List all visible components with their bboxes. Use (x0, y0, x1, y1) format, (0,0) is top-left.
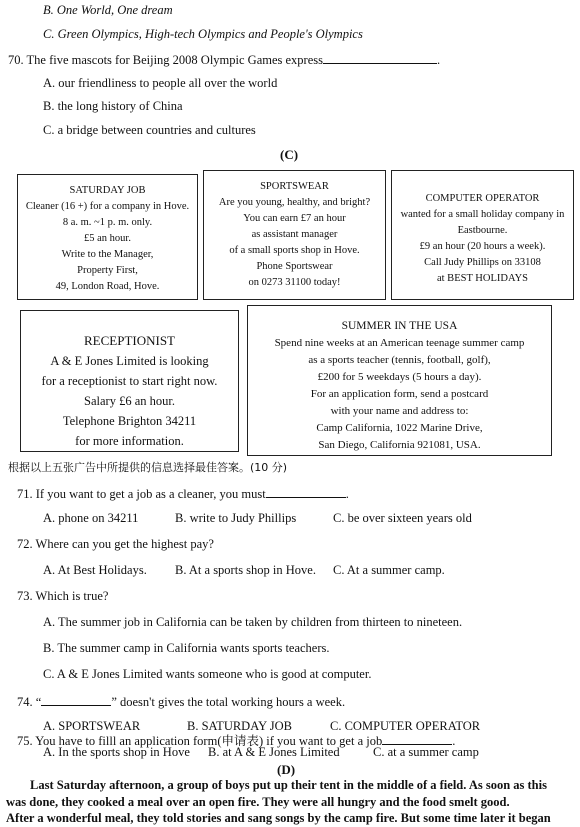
q74-stem-close: ” doesn't gives the total working hours a week. (111, 695, 346, 709)
ad-line: for more information. (75, 434, 184, 448)
ad-line: A & E Jones Limited is looking (50, 354, 209, 368)
ad-line: £200 for 5 weekdays (5 hours a day). (317, 371, 482, 383)
ad-line: as a sports teacher (tennis, football, golf), (308, 354, 491, 366)
q72-stem: 72. Where can you get the highest pay? (17, 537, 214, 551)
ad-line: Property First, (77, 265, 138, 276)
q75-option-c: C. at a summer camp (373, 745, 479, 759)
ad-line: 49, London Road, Hove. (55, 281, 160, 292)
instruction-text: 根据以上五张广告中所提供的信息选择最佳答案。(10 分) (8, 461, 288, 474)
ad-line: with your name and address to: (330, 405, 469, 417)
q72-option-b: B. At a sports shop in Hove. (175, 563, 316, 577)
ad-line: as assistant manager (251, 229, 338, 240)
q70-option-b: B. the long history of China (43, 99, 183, 113)
q71-stem-text: 71. If you want to get a job as a cleaner, you must (17, 487, 266, 501)
ad-line: Telephone Brighton 34211 (62, 414, 197, 428)
ad-line: £9 an hour (20 hours a week). (419, 241, 546, 252)
q71-answer-blank[interactable] (266, 485, 346, 498)
section-c-title: (C) (280, 147, 299, 162)
ad-sportswear-title: SPORTSWEAR (260, 181, 329, 192)
ad-saturday-job (17, 174, 198, 300)
ad-line: on 0273 31100 today! (248, 277, 341, 288)
q70-stem-text: 70. The five mascots for Beijing 2008 Olympic Games express (8, 53, 323, 67)
passage-line: Last Saturday afternoon, a group of boys put up their tent in the middle of a field. As soon as this (30, 778, 547, 792)
ad-line: Cleaner (16 +) for a company in Hove. (25, 201, 190, 212)
ad-receptionist-title: RECEPTIONIST (84, 333, 175, 348)
ad-line: Phone Sportswear (256, 261, 333, 272)
q74-option-c: C. COMPUTER OPERATOR (330, 719, 481, 733)
q73-option-c: C. A & E Jones Limited wants someone who is good at computer. (43, 667, 372, 681)
ad-line: Are you young, healthy, and bright? (218, 197, 371, 208)
section-d-title: (D) (277, 762, 296, 777)
q75-stem-tail: . (452, 734, 456, 748)
q75-answer-blank[interactable] (382, 732, 452, 745)
ad-line: Camp California, 1022 Marine Drive, (316, 422, 483, 434)
ad-sportswear (203, 170, 386, 300)
q75-stem-text: 75. You have to filll an application form(申请表) if you want to get a job (17, 734, 383, 748)
ad-line: Salary £6 an hour. (84, 394, 175, 408)
ad-line: Write to the Manager, (61, 249, 154, 260)
q71-stem-tail: . (345, 487, 349, 501)
passage-line: was done, they cooked a meal over an open fire. They were all hungry and the food smelt good. (6, 795, 510, 809)
q70-stem-tail: . (436, 53, 441, 67)
q75-option-a: A. In the sports shop in Hove (43, 745, 190, 759)
ad-line: Eastbourne. (457, 225, 508, 236)
ad-line: For an application form, send a postcard (310, 388, 489, 400)
q73-option-b: B. The summer camp in California wants sports teachers. (43, 641, 330, 655)
passage-line: After a wonderful meal, they told stories and sang songs by the camp fire. But some time later it began (6, 811, 551, 825)
q71-stem (17, 485, 349, 502)
q72-option-a: A. At Best Holidays. (43, 563, 147, 577)
q71-option-c: C. be over sixteen years old (333, 511, 472, 525)
ad-line: of a small sports shop in Hove. (229, 245, 360, 256)
q73-stem: 73. Which is true? (17, 589, 109, 603)
ad-line: You can earn £7 an hour (243, 213, 346, 224)
q71-option-b: B. write to Judy Phillips (175, 511, 297, 525)
ad-line: at BEST HOLIDAYS (436, 273, 528, 284)
ad-line: Spend nine weeks at an American teenage summer camp (274, 337, 525, 349)
q69-option-b: B. One World, One dream (43, 3, 173, 17)
q74-stem-open: 74. “ (17, 695, 42, 709)
q72-option-c: C. At a summer camp. (333, 563, 445, 577)
q69-option-c: C. Green Olympics, High-tech Olympics and People's Olympics (43, 27, 363, 41)
q75-option-b: B. at A & E Jones Limited (208, 745, 340, 759)
ad-line: 8 a. m. ~1 p. m. only. (62, 217, 153, 228)
ad-line: £5 an hour. (84, 233, 131, 244)
ad-computer-operator (391, 170, 574, 300)
ad-line: for a receptionist to start right now. (41, 374, 218, 388)
ad-computer-operator-title: COMPUTER OPERATOR (425, 193, 540, 204)
ad-saturday-job-title: SATURDAY JOB (69, 185, 146, 196)
q70-stem (8, 51, 440, 68)
ad-receptionist (20, 310, 239, 452)
q74-answer-blank[interactable] (41, 693, 111, 706)
q70-answer-blank[interactable] (323, 51, 437, 64)
q74-stem (17, 693, 345, 710)
ad-line: Call Judy Phillips on 33108 (424, 257, 541, 268)
ad-summer-usa-title: SUMMER IN THE USA (341, 320, 458, 332)
ad-line: San Diego, California 921081, USA. (318, 439, 481, 451)
q70-option-a: A. our friendliness to people all over the world (43, 76, 278, 90)
q74-option-a: A. SPORTSWEAR (43, 719, 141, 733)
ad-summer-usa (247, 305, 552, 456)
q74-option-b: B. SATURDAY JOB (187, 719, 293, 733)
ad-line: wanted for a small holiday company in (400, 209, 565, 220)
q73-option-a: A. The summer job in California can be taken by children from thirteen to nineteen. (43, 615, 463, 629)
q71-option-a: A. phone on 34211 (43, 511, 139, 525)
q70-option-c: C. a bridge between countries and cultures (43, 123, 256, 137)
